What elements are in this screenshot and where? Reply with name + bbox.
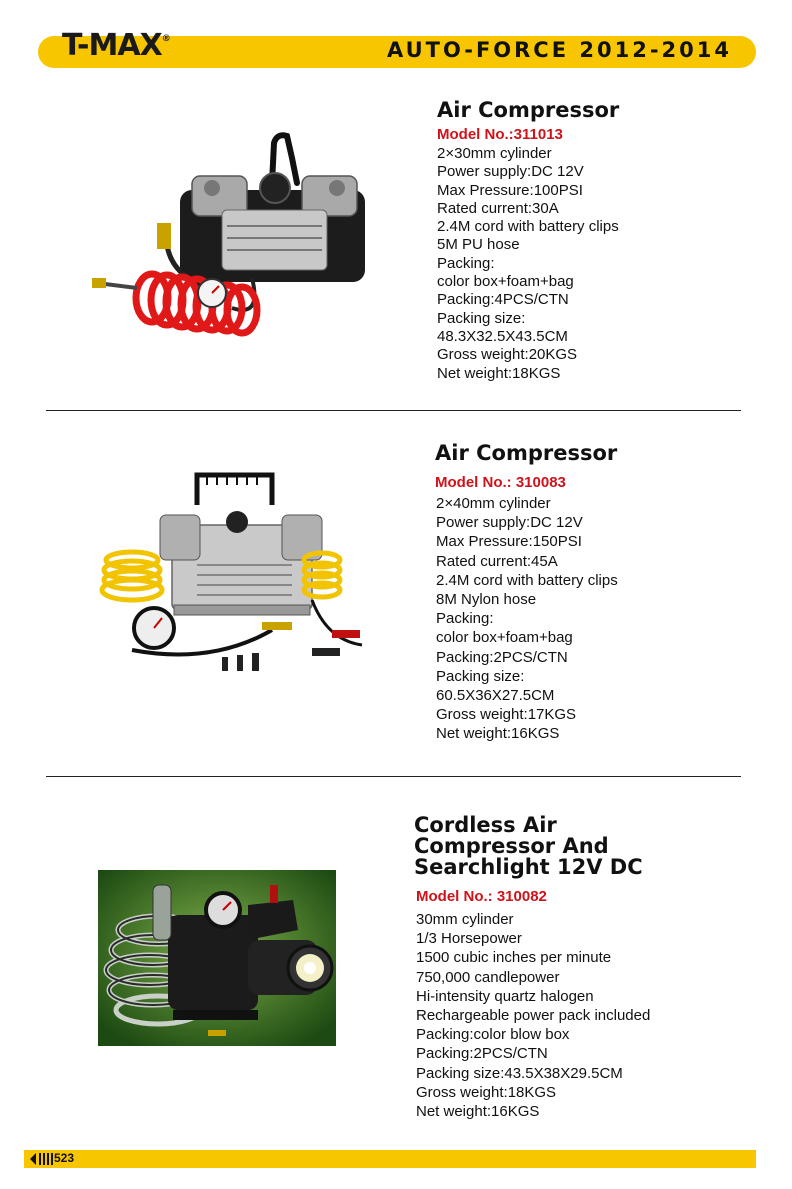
spec-item: Net weight:16KGS [436,725,560,743]
spec-item: Packing:2PCS/CTN [416,1045,548,1063]
product-image-310083 [92,470,382,680]
product-title-line: Searchlight 12V DC [414,855,643,879]
spec-item: Gross weight:18KGS [416,1083,557,1101]
spec-item: Max Pressure:100PSI [437,181,583,199]
spec-item: 30mm cylinder [416,911,514,928]
page-footer [24,1150,756,1168]
spec-item: color box+foam+bag [437,273,574,291]
spec-item: Net weight:16KGS [416,1103,540,1121]
catalog-series: AUTO-FORCE 2012-2014 [387,38,732,62]
spec-item: Max Pressure:150PSI [436,533,582,551]
spec-item: Rated current:45A [436,552,558,570]
footer-bar [74,1150,756,1168]
spec-item: Packing:2PCS/CTN [436,648,568,666]
page-number: 523 [54,1151,75,1165]
spec-item: 2×30mm cylinder [437,145,552,162]
spec-item: 2.4M cord with battery clips [436,571,618,589]
brand-logo [62,28,170,63]
spec-item: Net weight:18KGS [437,364,561,382]
spec-item: Gross weight:20KGS [437,346,578,364]
spec-item: 60.5X36X27.5CM [436,687,555,705]
spec-item: Rated current:30A [437,199,559,217]
spec-item: Packing: [436,610,494,628]
product-image-310082 [98,870,336,1046]
spec-item: Power supply:DC 12V [437,163,584,181]
spec-item: Packing: [437,254,495,272]
spec-item: Rechargeable power pack included [416,1007,651,1025]
logo-text: T-MAX [62,28,162,63]
logo-registered-mark: ® [161,34,170,44]
spec-item: color box+foam+bag [436,629,573,647]
model-number: Model No.: 310083 [435,474,566,491]
spec-item: 5M PU hose [437,236,520,254]
spec-item: Packing:4PCS/CTN [437,291,569,309]
spec-item: 1500 cubic inches per minute [416,949,612,967]
header-banner [38,28,756,68]
page-marker-icon [28,1152,54,1166]
spec-list [437,145,619,383]
spec-item: Gross weight:17KGS [436,706,577,724]
spec-item: Hi-intensity quartz halogen [416,987,594,1005]
spec-item: 750,000 candlepower [416,968,560,986]
spec-item: Packing:color blow box [416,1026,570,1044]
model-number: Model No.:311013 [437,126,563,143]
spec-item: Packing size:43.5X38X29.5CM [416,1064,623,1082]
spec-item: 1/3 Horsepower [416,930,522,948]
model-number: Model No.: 310082 [416,888,547,905]
spec-item: 2.4M cord with battery clips [437,218,619,236]
section-divider [46,776,741,777]
spec-item: Packing size: [436,667,525,685]
spec-item: Packing size: [437,309,526,327]
product-title-line: Cordless Air [414,813,557,837]
spec-list [436,494,618,744]
spec-item: 8M Nylon hose [436,591,537,609]
product-title-line: Compressor And [414,834,609,858]
spec-item: Power supply:DC 12V [436,514,583,532]
product-image-311013 [92,128,392,378]
spec-list [416,910,650,1121]
product-title: Air Compressor [437,98,620,122]
product-title: Air Compressor [435,441,618,465]
spec-item: 2×40mm cylinder [436,495,551,512]
section-divider [46,410,741,411]
spec-item: 48.3X32.5X43.5CM [437,327,568,345]
